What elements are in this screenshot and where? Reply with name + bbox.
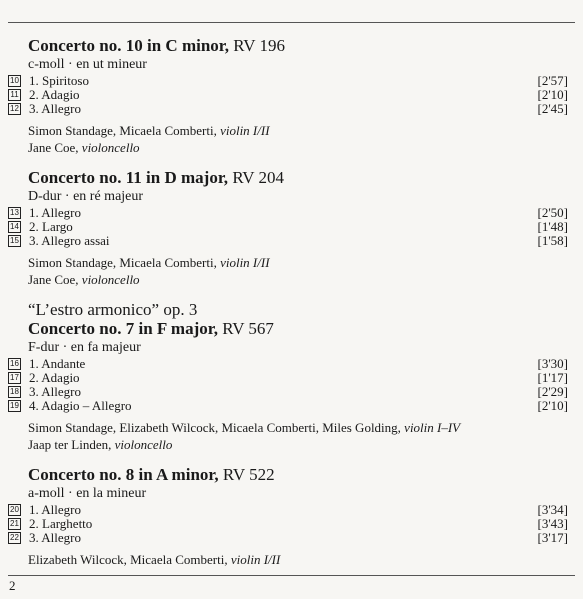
track-row xyxy=(8,206,568,220)
concerto-section xyxy=(8,168,568,288)
performer-names: Jaap ter Linden, xyxy=(28,437,115,452)
track-number-box: 21 xyxy=(8,518,21,530)
track-title: 4. Adagio – Allegro xyxy=(29,398,132,413)
performer-line xyxy=(28,122,568,139)
track-number-box: 11 xyxy=(8,89,21,101)
track-number-box: 22 xyxy=(8,532,21,544)
collection-title: “L’estro armonico” op. 3 xyxy=(28,300,198,319)
performers xyxy=(28,419,568,453)
track-number-box: 19 xyxy=(8,400,21,412)
track-title: 3. Allegro xyxy=(29,384,81,399)
track-title: 2. Largo xyxy=(29,219,73,234)
track-title: 3. Allegro xyxy=(29,101,81,116)
top-rule xyxy=(8,22,575,23)
concerto-name: Concerto no. 10 in C minor, xyxy=(28,36,230,55)
track-title: 1. Spiritoso xyxy=(29,73,89,88)
performer-role: violoncello xyxy=(81,140,140,155)
track-title: 1. Allegro xyxy=(29,205,81,220)
performers xyxy=(28,551,568,568)
performer-names: Jane Coe, xyxy=(28,140,82,155)
track-number-box: 20 xyxy=(8,504,21,516)
concerto-section xyxy=(8,300,568,453)
concerto-title xyxy=(28,465,568,485)
track-duration: [3'43] xyxy=(537,516,568,531)
rv-number: RV 196 xyxy=(233,36,285,55)
performer-role: violoncello xyxy=(81,272,140,287)
key-signature: D-dur · en ré majeur xyxy=(28,189,144,204)
track-duration: [1'48] xyxy=(537,219,568,234)
track-row xyxy=(8,74,568,88)
track-row xyxy=(8,385,568,399)
key-signature: a-moll · en la mineur xyxy=(28,486,147,501)
track-duration: [2'10] xyxy=(537,87,568,102)
rv-number: RV 522 xyxy=(222,465,275,484)
track-title: 2. Adagio xyxy=(29,370,80,385)
track-title: 2. Larghetto xyxy=(29,516,93,531)
performer-names: Jane Coe, xyxy=(28,272,82,287)
performer-role: violoncello xyxy=(114,437,173,452)
concerto-name: Concerto no. 7 in F major, xyxy=(28,319,218,338)
track-row xyxy=(8,220,568,234)
performers xyxy=(28,254,568,288)
track-duration: [1'58] xyxy=(537,233,568,248)
concerto-title xyxy=(28,36,568,56)
track-number-box: 12 xyxy=(8,103,21,115)
track-row xyxy=(8,88,568,102)
track-number-box: 16 xyxy=(8,358,21,370)
performer-line xyxy=(28,139,568,156)
key-signature: F-dur · en fa majeur xyxy=(28,340,141,355)
concerto-name: Concerto no. 11 in D major, xyxy=(28,168,229,187)
performer-line xyxy=(28,419,568,436)
track-duration: [2'10] xyxy=(537,398,568,413)
track-row xyxy=(8,357,568,371)
track-row xyxy=(8,531,568,545)
track-duration: [3'30] xyxy=(537,356,568,371)
track-row xyxy=(8,234,568,248)
track-number-box: 14 xyxy=(8,221,21,233)
track-duration: [3'34] xyxy=(537,502,568,517)
performers xyxy=(28,122,568,156)
track-number-box: 10 xyxy=(8,75,21,87)
performer-names: Simon Standage, Micaela Comberti, xyxy=(28,255,221,270)
track-title: 2. Adagio xyxy=(29,87,80,102)
track-title: 3. Allegro assai xyxy=(29,233,110,248)
track-duration: [1'17] xyxy=(537,370,568,385)
track-duration: [2'57] xyxy=(537,73,568,88)
performer-names: Elizabeth Wilcock, Micaela Comberti, xyxy=(28,552,231,567)
concerto-name: Concerto no. 8 in A minor, xyxy=(28,465,219,484)
performer-role: violin I/II xyxy=(230,552,281,567)
page-number: 2 xyxy=(9,578,16,593)
track-row xyxy=(8,102,568,116)
concerto-title xyxy=(28,168,568,188)
performer-names: Simon Standage, Elizabeth Wilcock, Micaela Comberti, Miles Golding, xyxy=(28,420,405,435)
track-duration: [2'45] xyxy=(537,101,568,116)
track-duration: [3'17] xyxy=(537,530,568,545)
rv-number: RV 204 xyxy=(232,168,285,187)
performer-names: Simon Standage, Micaela Comberti, xyxy=(28,123,221,138)
track-number-box: 13 xyxy=(8,207,21,219)
key-signature: c-moll · en ut mineur xyxy=(28,57,147,72)
track-duration: [2'50] xyxy=(537,205,568,220)
performer-role: violin I–IV xyxy=(404,420,461,435)
rv-number: RV 567 xyxy=(222,319,274,338)
performer-role: violin I/II xyxy=(220,123,270,138)
track-row xyxy=(8,517,568,531)
track-row xyxy=(8,371,568,385)
track-title: 1. Allegro xyxy=(29,502,81,517)
performer-line xyxy=(28,271,568,288)
track-number-box: 15 xyxy=(8,235,21,247)
track-number-box: 18 xyxy=(8,386,21,398)
track-number-box: 17 xyxy=(8,372,21,384)
performer-line xyxy=(28,254,568,271)
track-row xyxy=(8,503,568,517)
performer-line xyxy=(28,551,568,568)
performer-line xyxy=(28,436,568,453)
tracklist xyxy=(8,36,568,580)
concerto-title xyxy=(28,319,568,339)
track-row xyxy=(8,399,568,413)
track-duration: [2'29] xyxy=(537,384,568,399)
concerto-section xyxy=(8,465,568,568)
track-title: 3. Allegro xyxy=(29,530,81,545)
performer-role: violin I/II xyxy=(220,255,270,270)
bottom-rule xyxy=(8,575,575,576)
concerto-section xyxy=(8,36,568,156)
track-title: 1. Andante xyxy=(29,356,86,371)
